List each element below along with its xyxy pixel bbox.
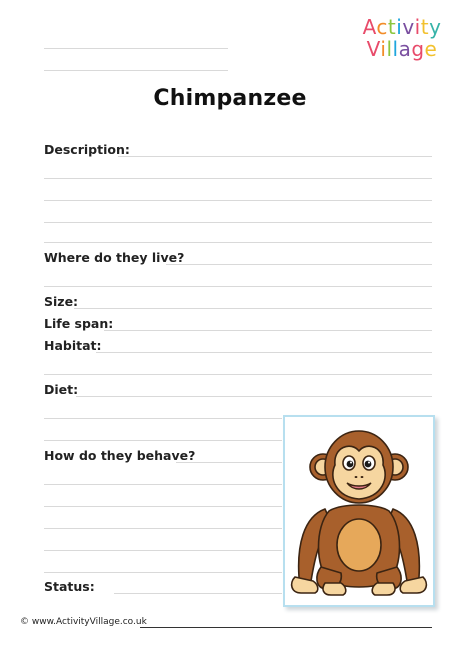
logo-letter: c xyxy=(376,15,388,39)
description-label: Description: xyxy=(44,142,130,157)
activity-village-logo xyxy=(352,16,452,60)
writing-line xyxy=(44,418,282,419)
writing-line xyxy=(44,178,432,179)
logo-letter: i xyxy=(414,15,421,39)
writing-line xyxy=(44,572,282,573)
writing-line xyxy=(44,440,282,441)
size-line xyxy=(74,308,432,309)
date-line xyxy=(44,70,228,71)
logo-line-2 xyxy=(352,38,452,60)
logo-letter: i xyxy=(380,37,387,61)
behave-label: How do they behave? xyxy=(44,448,196,463)
description-line xyxy=(118,156,432,157)
writing-line xyxy=(44,242,432,243)
chimpanzee-picture-frame xyxy=(283,415,435,607)
logo-letter: l xyxy=(386,37,393,61)
writing-line xyxy=(44,222,432,223)
name-line xyxy=(44,48,228,49)
logo-letter: v xyxy=(402,15,415,39)
writing-line xyxy=(44,200,432,201)
logo-letter: a xyxy=(398,37,412,61)
writing-line xyxy=(44,550,282,551)
writing-line xyxy=(44,286,432,287)
logo-letter: y xyxy=(429,15,442,39)
writing-line xyxy=(44,484,282,485)
logo-letter: i xyxy=(396,15,403,39)
logo-letter: t xyxy=(420,15,430,39)
habitat-label: Habitat: xyxy=(44,338,102,353)
logo-letter: e xyxy=(424,37,438,61)
chimpanzee-illustration xyxy=(285,417,433,605)
status-line xyxy=(114,593,282,594)
logo-letter: l xyxy=(392,37,399,61)
size-label: Size: xyxy=(44,294,79,309)
page-title: Chimpanzee xyxy=(153,86,307,111)
logo-letter: V xyxy=(366,37,381,61)
where-live-line xyxy=(166,264,432,265)
status-label: Status: xyxy=(44,579,95,594)
writing-line xyxy=(44,528,282,529)
behave-line xyxy=(176,462,282,463)
habitat-line xyxy=(96,352,432,353)
footer-rule xyxy=(140,627,432,628)
writing-line xyxy=(44,506,282,507)
logo-letter: t xyxy=(387,15,397,39)
life-span-line xyxy=(104,330,432,331)
diet-line xyxy=(76,396,432,397)
where-live-label: Where do they live? xyxy=(44,250,185,265)
footer-copyright: © www.ActivityVillage.co.uk xyxy=(20,617,147,627)
logo-letter: g xyxy=(411,37,425,61)
diet-label: Diet: xyxy=(44,382,79,397)
writing-line xyxy=(44,374,432,375)
life-span-label: Life span: xyxy=(44,316,114,331)
logo-line-1 xyxy=(352,16,452,38)
logo-letter: A xyxy=(362,15,377,39)
